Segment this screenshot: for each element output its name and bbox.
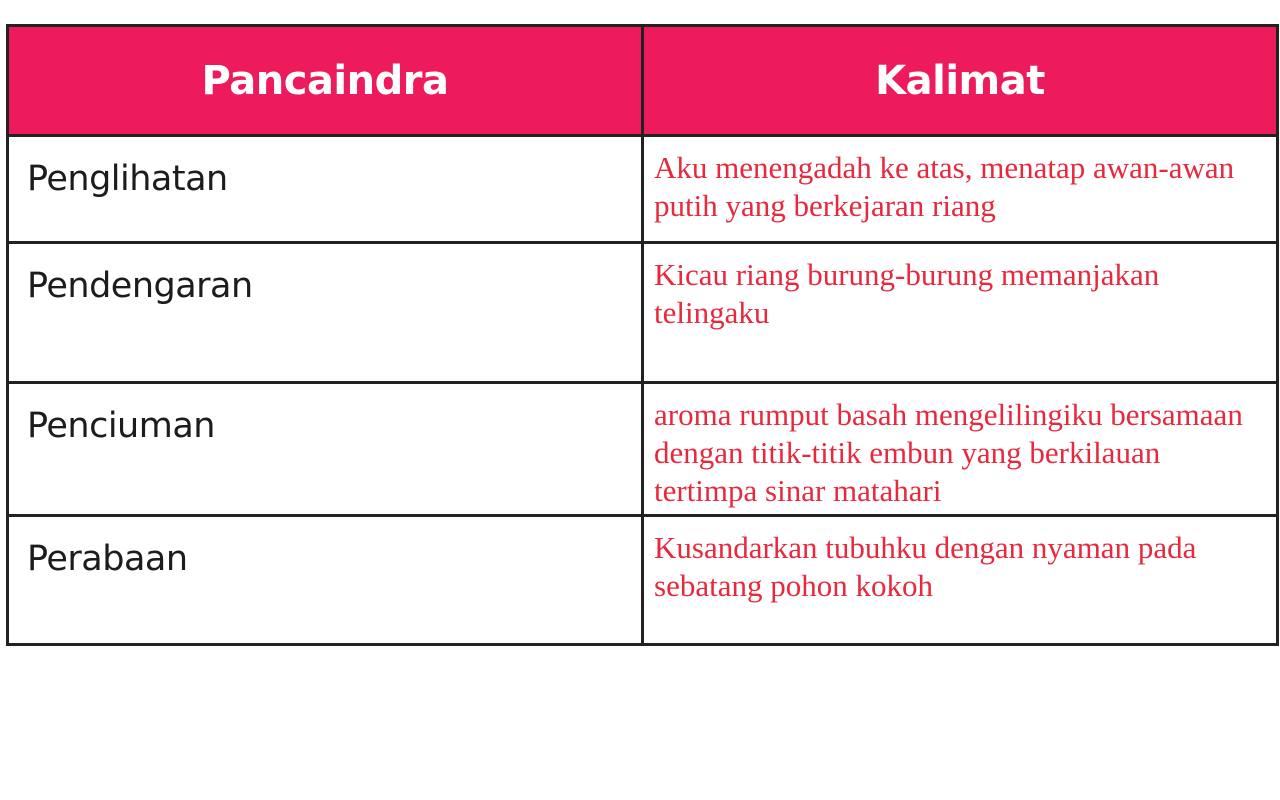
header-kalimat: Kalimat	[643, 26, 1278, 136]
header-pancaindra: Pancaindra	[8, 26, 643, 136]
table-row	[8, 136, 1278, 243]
sense-cell: Pendengaran	[8, 243, 643, 383]
table-row	[8, 243, 1278, 383]
sense-cell: Perabaan	[8, 516, 643, 645]
sentence-cell: Kusandarkan tubuhku dengan nyaman pada sebatang pohon kokoh	[643, 516, 1278, 645]
sentence-cell: Kicau riang burung-burung memanjakan telingaku	[643, 243, 1278, 383]
senses-table	[6, 24, 1279, 646]
table-row	[8, 516, 1278, 645]
sense-cell: Penciuman	[8, 383, 643, 516]
sense-cell: Penglihatan	[8, 136, 643, 243]
sentence-cell: aroma rumput basah mengelilingiku bersamaan dengan titik-titik embun yang berkilauan tertimpa sinar matahari	[643, 383, 1278, 516]
sentence-cell: Aku menengadah ke atas, menatap awan-awan putih yang berkejaran riang	[643, 136, 1278, 243]
header-row	[8, 26, 1278, 136]
table-row	[8, 383, 1278, 516]
